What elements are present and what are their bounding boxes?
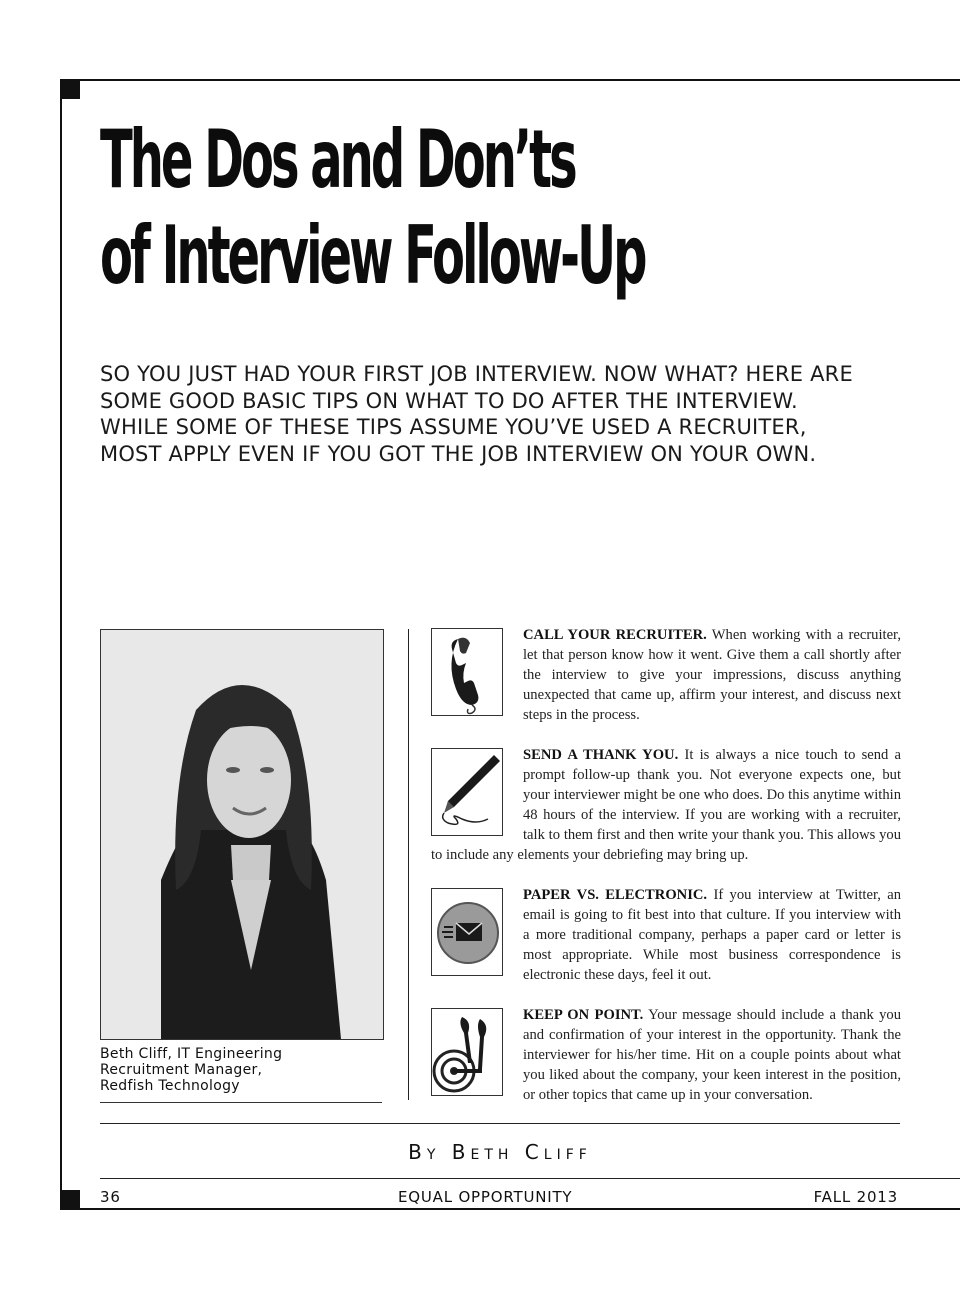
corner-block-bottom: [60, 1190, 80, 1210]
target-darts-icon: [431, 1008, 503, 1096]
caption-line-2: Recruitment Manager,: [100, 1062, 263, 1078]
tip-paper-vs-electronic: [431, 885, 901, 985]
pen-icon: [431, 748, 503, 836]
tip-2-body: It is always a nice touch to send a prompt follow-up thank you. Not everyone expects one, but your interviewer might be one who does. Do this anytime within 48 hours of the interview. If you are working with a recruiter, talk to them first and then write your thank you. This allows you to include any elements your debriefing may bring up.: [431, 747, 901, 863]
tip-4-heading: KEEP ON POINT.: [523, 1007, 644, 1023]
caption-line-3: Redfish Technology: [100, 1078, 240, 1094]
tip-call-recruiter: [431, 625, 901, 725]
title-line-2: of Interview Follow-Up: [100, 209, 645, 302]
byline-rule: [100, 1123, 900, 1124]
footer-bottom-rule: [60, 1208, 960, 1210]
footer-top-rule: [100, 1178, 960, 1179]
tip-1-body: When working with a recruiter, let that person know how it went. Give them a call shortly after the interview to give your impressions, discuss anything unexpected that came up, affirm your interest, and discuss next steps in the process.: [523, 627, 901, 723]
article-deck: SO YOU JUST HAD YOUR FIRST JOB INTERVIEW. NOW WHAT? HERE ARE SOME GOOD BASIC TIPS ON WHAT TO DO AFTER THE INTERVIEW. WHILE SOME OF THESE TIPS ASSUME YOU’VE USED A RECRUITER, MOST APPLY EVEN IF YOU GOT THE JOB INTERVIEW ON YOUR OWN.: [100, 362, 853, 466]
publication-name: EQUAL OPPORTUNITY: [398, 1188, 573, 1206]
byline: By Beth Cliff: [408, 1140, 592, 1164]
photo-caption: [100, 1046, 382, 1103]
column-divider: [408, 629, 409, 1100]
title-line-1: The Dos and Don’ts: [100, 113, 575, 206]
tip-4-body: Your message should include a thank you and confirmation of your interest in the opportunity. Thank the interviewer for his/her time. Hit on a couple points about what you liked about the company, your keen interest in the position, or other topics that came up in your conversation.: [523, 1007, 902, 1103]
email-icon: [431, 888, 503, 976]
tip-keep-on-point: [431, 1005, 901, 1105]
tip-3-heading: PAPER VS. ELECTRONIC.: [523, 887, 708, 903]
frame-left-rule: [60, 79, 62, 1210]
author-photo: [100, 629, 384, 1040]
page-number: 36: [100, 1188, 121, 1206]
article-title: [100, 112, 644, 304]
telephone-icon: [431, 628, 503, 716]
frame-top-rule: [60, 79, 960, 81]
caption-line-1: Beth Cliff, IT Engineering: [100, 1046, 283, 1062]
tip-1-heading: CALL YOUR RECRUITER.: [523, 627, 707, 643]
tip-send-thank-you: [431, 745, 901, 865]
corner-block-top: [60, 79, 80, 99]
tip-2-heading: SEND A THANK YOU.: [523, 747, 679, 763]
issue-date: FALL 2013: [813, 1188, 898, 1206]
tip-3-body: If you interview at Twitter, an email is going to fit best into that culture. If you interview with a more traditional company, perhaps a paper card or letter is most appropriate. While most business correspondence is electronic these days, feel it out.: [523, 887, 901, 983]
